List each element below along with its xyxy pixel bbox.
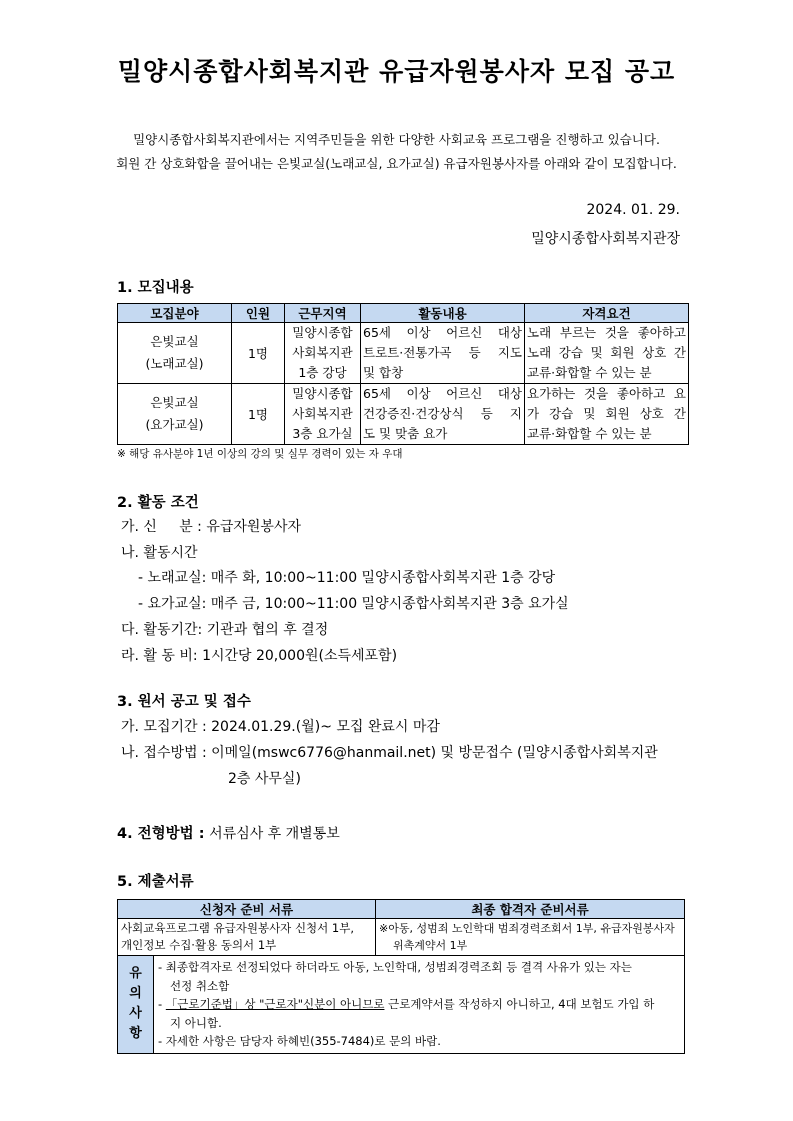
header-applicant-docs: 신청자 준비 서류 <box>118 900 376 919</box>
doc-line: ※아동, 성범죄 노인학대 범죄경력조회서 1부, 유급자원봉사자 <box>379 922 675 935</box>
location-line: 사회복지관 <box>292 406 353 421</box>
caution-row <box>118 956 685 1054</box>
field-sub: (요가교실) <box>145 417 204 432</box>
activity-time-label: 나. 활동시간 <box>121 545 198 561</box>
notice-date: 2024. 01. 29. <box>586 202 680 218</box>
activity-cell <box>361 323 525 384</box>
doc-line: 위촉계약서 1부 <box>393 939 468 952</box>
table-row <box>118 919 685 956</box>
activity-line: 트로트·전통가곡 등 지도 <box>363 345 522 360</box>
table-row <box>118 323 689 384</box>
doc-line: 사회교육프로그램 유급자원봉사자 신청서 1부, <box>121 921 355 935</box>
documents-table <box>117 899 685 1054</box>
caution-content-cell <box>154 956 685 1054</box>
location-line: 3층 요가실 <box>292 426 353 441</box>
field-sub: (노래교실) <box>145 356 204 371</box>
caution-underlined: 「근로기준법」상 "근로자"신분이 아니므로 <box>165 997 385 1011</box>
header-qualification: 자격요건 <box>525 304 689 323</box>
field-name: 은빛교실 <box>150 395 199 410</box>
caution-line: - 자세한 사항은 담당자 하혜빈(355-7484)로 문의 바람. <box>158 1034 441 1048</box>
caution-line <box>158 995 680 1014</box>
activity-line: 65세 이상 어르신 대상 <box>363 325 522 340</box>
table-header-row <box>118 900 685 919</box>
caution-line: 선정 취소함 <box>170 978 230 993</box>
location-cell <box>285 323 361 384</box>
caution-char: 항 <box>129 1026 142 1042</box>
qualification-line: 노래 부르는 것을 좋아하고 <box>527 325 686 340</box>
yoga-schedule: - 요가교실: 매주 금, 10:00~11:00 밀양시종합사회복지관 3층 요가실 <box>138 596 569 612</box>
qualification-cell <box>525 323 689 384</box>
activity-line: 건강증진·건강상식 등 지 <box>363 406 522 421</box>
caution-label-cell <box>118 956 154 1054</box>
section-5-heading: 5. 제출서류 <box>117 874 194 890</box>
activity-line: 및 합창 <box>363 365 404 380</box>
caution-line: - 최종합격자로 선정되었다 하더라도 아동, 노인학대, 성범죄경력조회 등 결격 사유가 있는 자는 <box>158 960 632 974</box>
qualification-line: 요가하는 것을 좋아하고 요 <box>527 386 686 401</box>
activity-period: 다. 활동기간: 기관과 협의 후 결정 <box>121 622 329 638</box>
field-name: 은빛교실 <box>150 334 199 349</box>
qualification-line: 가 강습 및 회원 상호 간 <box>527 406 686 421</box>
page-title: 밀양시종합사회복지관 유급자원봉사자 모집 공고 <box>117 57 676 86</box>
qualification-line: 교류·화합할 수 있는 분 <box>527 365 652 380</box>
section-2-heading: 2. 활동 조건 <box>117 495 199 511</box>
location-line: 밀양시종합 <box>292 386 353 401</box>
header-count: 인원 <box>232 304 285 323</box>
recruitment-table <box>117 303 689 445</box>
section-4-heading: 4. 전형방법 : <box>117 826 205 842</box>
count-cell: 1명 <box>232 323 285 384</box>
qualification-line: 노래 강습 및 회원 상호 간 <box>527 345 686 360</box>
header-field: 모집분야 <box>118 304 232 323</box>
field-cell <box>118 323 232 384</box>
activity-line: 도 및 맞춤 요가 <box>363 426 448 441</box>
qualification-cell <box>525 384 689 445</box>
section-4 <box>117 822 340 843</box>
table-row <box>118 384 689 445</box>
caution-dash: - <box>158 997 166 1011</box>
intro-line-2: 회원 간 상호화합을 끌어내는 은빛교실(노래교실, 요가교실) 유급자원봉사자를 아래와 같이 모집합니다. <box>116 156 677 171</box>
table-header-row <box>118 304 689 323</box>
caution-char: 유 <box>129 966 142 982</box>
recruitment-period: 가. 모집기간 : 2024.01.29.(월)~ 모집 완료시 마감 <box>121 719 440 735</box>
location-line: 사회복지관 <box>292 345 353 360</box>
caution-line: 지 아니함. <box>170 1015 222 1030</box>
caution-char: 사 <box>129 1006 142 1022</box>
application-method-cont: 2층 사무실) <box>228 771 301 787</box>
preference-note: ※ 해당 유사분야 1년 이상의 강의 및 실무 경력이 있는 자 우대 <box>117 448 403 460</box>
header-location: 근무지역 <box>285 304 361 323</box>
activity-cell <box>361 384 525 445</box>
activity-pay: 라. 활 동 비: 1시간당 20,000원(소득세포함) <box>121 648 398 664</box>
section-1-heading: 1. 모집내용 <box>117 280 194 296</box>
header-activity: 활동내용 <box>361 304 525 323</box>
application-method: 나. 접수방법 : 이메일(mswc6776@hanmail.net) 및 방문접수 (밀양시종합사회복지관 <box>121 745 658 761</box>
count-cell: 1명 <box>232 384 285 445</box>
final-docs-cell <box>376 919 685 956</box>
location-cell <box>285 384 361 445</box>
section-3-heading: 3. 원서 공고 및 접수 <box>117 694 251 710</box>
field-cell <box>118 384 232 445</box>
status-line: 가. 신 분 : 유급자원봉사자 <box>121 519 302 535</box>
location-line: 밀양시종합 <box>292 325 353 340</box>
issuer: 밀양시종합사회복지관장 <box>531 231 680 247</box>
caution-char: 의 <box>129 986 142 1002</box>
applicant-docs-cell <box>118 919 376 956</box>
doc-line: 개인정보 수집·활용 동의서 1부 <box>121 938 277 952</box>
header-final-docs: 최종 합격자 준비서류 <box>376 900 685 919</box>
qualification-line: 교류·화합할 수 있는 분 <box>527 426 652 441</box>
selection-method: 서류심사 후 개별통보 <box>209 826 340 842</box>
intro-line-1: 밀양시종합사회복지관에서는 지역주민들을 위한 다양한 사회교육 프로그램을 진행하고 있습니다. <box>133 132 660 147</box>
activity-line: 65세 이상 어르신 대상 <box>363 386 522 401</box>
caution-rest: 근로계약서를 작성하지 아니하고, 4대 보험도 가입 하 <box>384 997 655 1011</box>
singing-schedule: - 노래교실: 매주 화, 10:00~11:00 밀양시종합사회복지관 1층 강당 <box>138 570 556 586</box>
location-line: 1층 강당 <box>298 365 347 380</box>
